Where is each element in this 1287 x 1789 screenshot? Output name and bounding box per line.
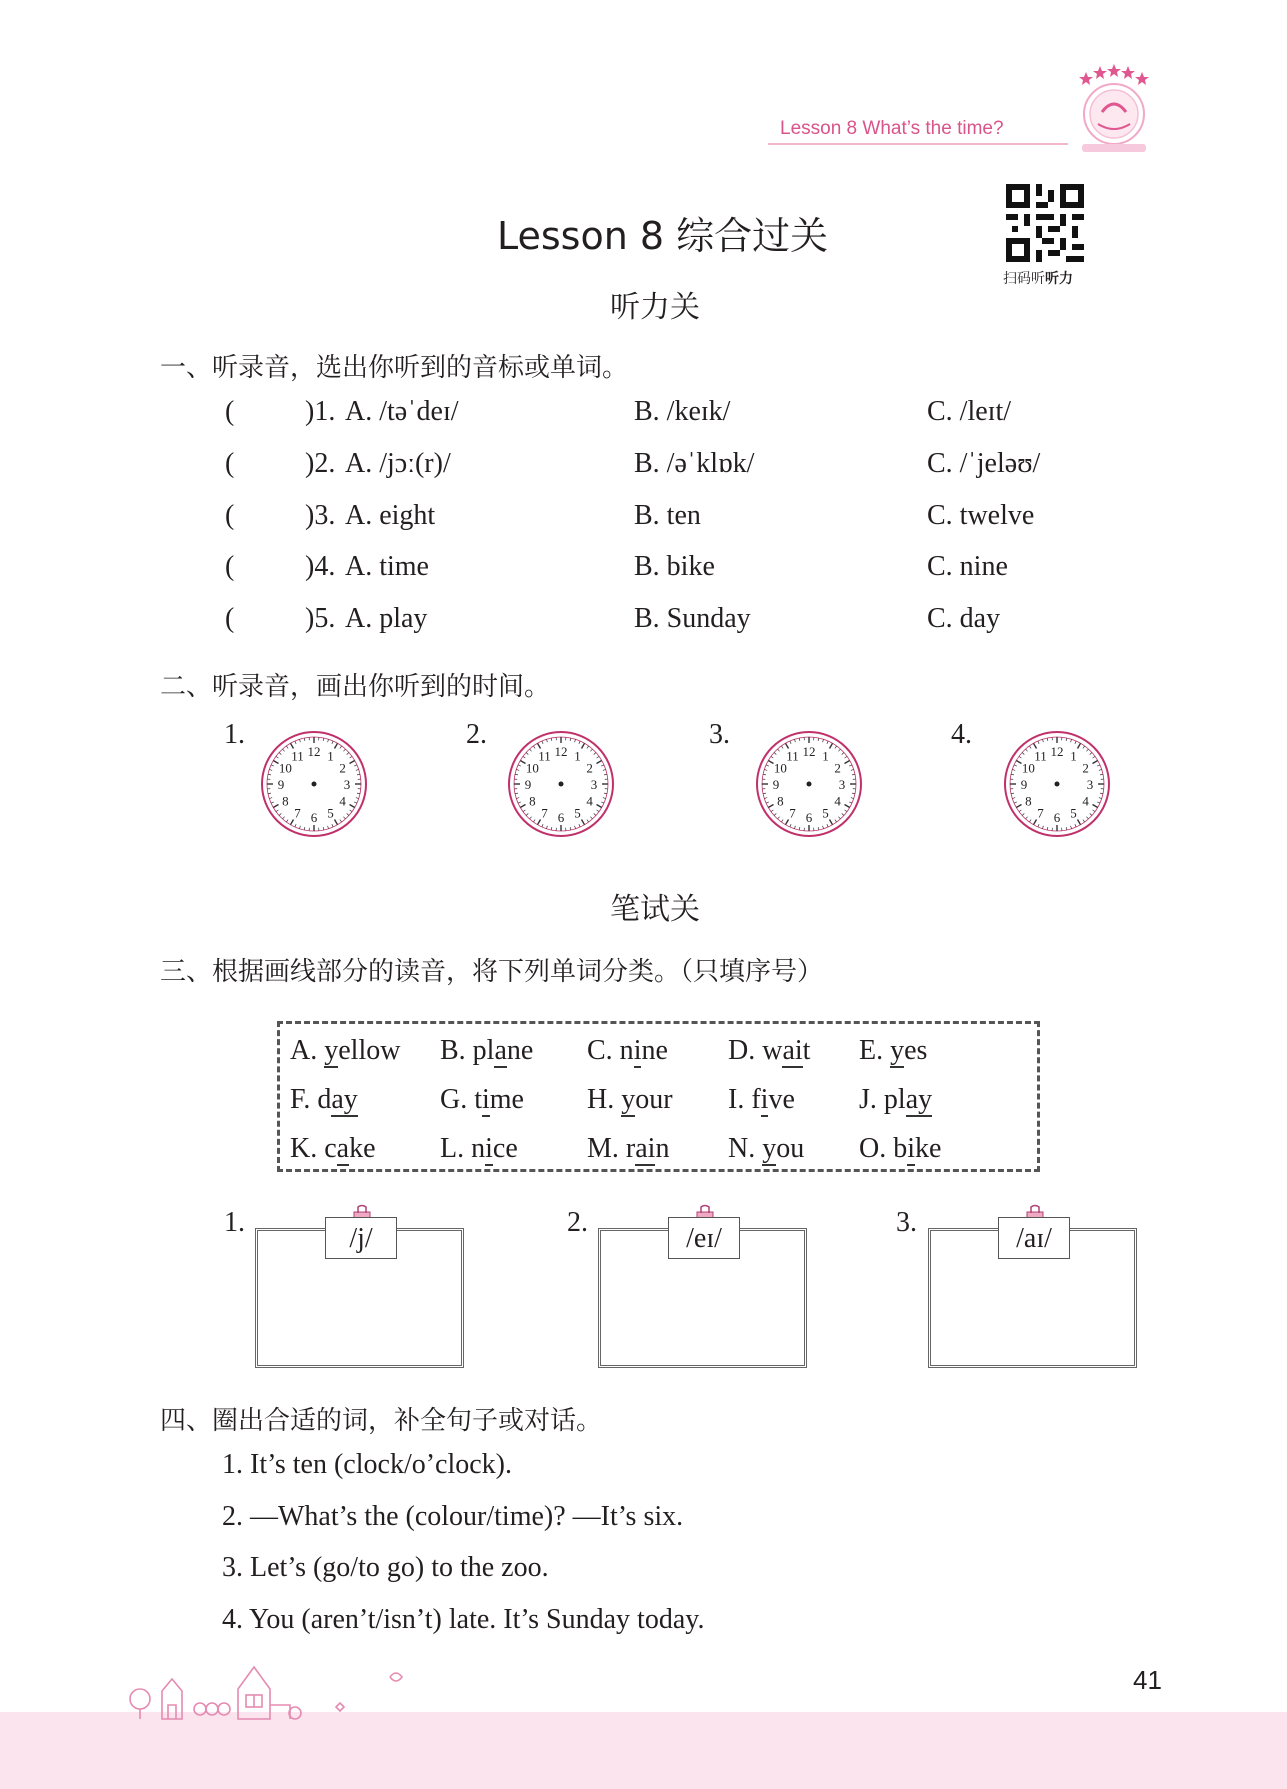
option-c: C. day — [927, 603, 1001, 634]
word-prefix: F. d — [290, 1084, 332, 1115]
clock-hour-label: 2 — [339, 760, 346, 776]
clock-hour-label: 9 — [277, 777, 285, 792]
phoneme-label: /j/ — [325, 1217, 397, 1259]
word-prefix: I. f — [728, 1084, 761, 1115]
part4-heading: 四、圈出合适的词，补全句子或对话。 — [160, 1406, 603, 1436]
word-suffix: ke — [349, 1133, 376, 1164]
castle-doodle-icon — [120, 1655, 420, 1721]
clock-hour-label: 3 — [590, 777, 598, 792]
clock-hour-label: 11 — [538, 748, 551, 764]
option-c: C. /ˈjeləʊ/ — [927, 448, 1041, 479]
clock-number: 2. — [466, 719, 487, 750]
clock-hour-label: 8 — [282, 793, 289, 809]
option-b: B. Sunday — [634, 603, 751, 634]
word-bank-item — [728, 1133, 804, 1165]
item-number: )5. — [305, 603, 336, 634]
listening-item — [225, 396, 1125, 440]
page-title: Lesson 8 综合过关 — [497, 214, 829, 258]
clock-hour-label: 4 — [1082, 793, 1089, 809]
clock-face-icon[interactable] — [506, 729, 616, 839]
clock-face-icon[interactable] — [259, 729, 369, 839]
word-suffix: ne — [641, 1035, 668, 1066]
word-suffix: ellow — [338, 1035, 401, 1066]
clock-hour-label: 11 — [291, 748, 304, 764]
option-b: B. /əˈklɒk/ — [634, 448, 755, 479]
clock-hour-label: 5 — [574, 805, 581, 821]
clock-hour-label: 6 — [557, 810, 565, 825]
item-number: )2. — [305, 448, 336, 479]
word-prefix: D. w — [728, 1035, 783, 1066]
clock-face-icon[interactable] — [1002, 729, 1112, 839]
underlined-letters: i — [760, 1084, 769, 1115]
underlined-letters: i — [907, 1133, 916, 1164]
word-bank-item — [859, 1035, 927, 1067]
clock-hour-label: 2 — [586, 760, 593, 776]
word-suffix: me — [489, 1084, 524, 1115]
answer-paren[interactable]: ( — [225, 603, 235, 634]
word-bank-item — [440, 1035, 533, 1067]
clock-hour-label: 9 — [524, 777, 532, 792]
clock-hour-label: 2 — [1082, 760, 1089, 776]
word-suffix: ou — [776, 1133, 805, 1164]
underlined-letters: y — [621, 1084, 636, 1115]
underlined-letters: ai — [635, 1133, 656, 1164]
box-number: 2. — [567, 1207, 588, 1238]
sentence[interactable]: 1. It’s ten (clock/o’clock). — [222, 1449, 513, 1480]
clock-hour-label: 7 — [789, 805, 796, 821]
option-a: A. /jɔː(r)/ — [345, 448, 451, 479]
clock-hour-label: 9 — [772, 777, 780, 792]
qr-caption — [1003, 268, 1073, 288]
clock-hour-label: 12 — [307, 744, 321, 759]
word-prefix: B. pl — [440, 1035, 495, 1066]
sentence[interactable]: 4. You (aren’t/isn’t) late. It’s Sunday today. — [222, 1604, 705, 1635]
underlined-letters: ay — [331, 1084, 358, 1115]
option-a: A. eight — [345, 500, 436, 531]
clock-hour-label: 5 — [1070, 805, 1077, 821]
word-prefix: N. — [728, 1133, 763, 1164]
clock-hour-label: 1 — [822, 748, 829, 764]
clock-face-icon[interactable] — [754, 729, 864, 839]
clock-hour-label: 8 — [777, 793, 784, 809]
underlined-letters: y — [890, 1035, 905, 1066]
word-prefix: K. c — [290, 1133, 337, 1164]
listening-item — [225, 551, 1125, 595]
answer-paren[interactable]: ( — [225, 396, 235, 427]
word-bank-item — [859, 1084, 932, 1116]
clock-hour-label: 12 — [554, 744, 568, 759]
listening-item — [225, 603, 1125, 647]
clock-hour-label: 4 — [586, 793, 593, 809]
option-c: C. /leɪt/ — [927, 396, 1011, 427]
clock-hour-label: 6 — [310, 810, 318, 825]
qr-caption-bold: 听力 — [1045, 271, 1073, 287]
phoneme-label: /eɪ/ — [668, 1217, 740, 1259]
clock-hour-label: 8 — [529, 793, 536, 809]
answer-paren[interactable]: ( — [225, 448, 235, 479]
word-bank-item — [290, 1133, 376, 1165]
word-prefix: J. pl — [859, 1084, 906, 1115]
word-prefix: C. n — [587, 1035, 634, 1066]
qr-caption-plain: 扫码听 — [1003, 271, 1045, 287]
word-bank-item — [587, 1133, 669, 1165]
word-suffix: es — [904, 1035, 928, 1066]
item-number: )4. — [305, 551, 336, 582]
word-bank-item — [728, 1084, 795, 1116]
word-bank-item — [587, 1035, 668, 1067]
word-prefix: E. — [859, 1035, 891, 1066]
clock-hour-label: 4 — [834, 793, 841, 809]
word-bank-item — [587, 1084, 673, 1116]
option-c: C. twelve — [927, 500, 1035, 531]
qr-code-icon — [1006, 184, 1084, 262]
clock-hour-label: 3 — [1086, 777, 1094, 792]
option-a: A. /təˈdeɪ/ — [345, 396, 459, 427]
phoneme-label: /aɪ/ — [998, 1217, 1070, 1259]
word-bank-item — [728, 1035, 810, 1067]
word-suffix: ne — [506, 1035, 534, 1066]
answer-paren[interactable]: ( — [225, 551, 235, 582]
clock-hour-label: 6 — [1053, 810, 1061, 825]
option-a: A. play — [345, 603, 428, 634]
clock-hour-label: 10 — [525, 760, 539, 776]
clock-hour-label: 9 — [1020, 777, 1028, 792]
sentence[interactable]: 2. —What’s the (colour/time)? —It’s six. — [222, 1501, 684, 1532]
word-prefix: A. — [290, 1035, 325, 1066]
item-number: )3. — [305, 500, 336, 531]
underlined-letters: i — [633, 1035, 642, 1066]
clock-hour-label: 10 — [278, 760, 292, 776]
header-rule — [768, 143, 1068, 145]
underlined-letters: y — [324, 1035, 339, 1066]
word-bank-item — [859, 1133, 941, 1165]
clock-number: 4. — [951, 719, 972, 750]
underlined-letters: ai — [782, 1035, 803, 1066]
clock-hour-label: 11 — [786, 748, 799, 764]
part1-heading: 一、听录音，选出你听到的音标或单词。 — [160, 353, 629, 383]
clock-hour-label: 8 — [1025, 793, 1032, 809]
sentence[interactable]: 3. Let’s (go/to go) to the zoo. — [222, 1552, 549, 1583]
listening-section-title: 听力关 — [610, 290, 700, 325]
word-suffix: ve — [768, 1084, 795, 1115]
word-suffix: ke — [915, 1133, 942, 1164]
clock-hour-label: 3 — [343, 777, 351, 792]
word-prefix: O. b — [859, 1133, 908, 1164]
part3-heading: 三、根据画线部分的读音，将下列单词分类。（只填序号） — [160, 957, 824, 987]
writing-section-title: 笔试关 — [610, 892, 700, 927]
clock-hour-label: 3 — [838, 777, 846, 792]
clock-hour-label: 7 — [541, 805, 548, 821]
word-bank-item — [290, 1035, 400, 1067]
word-suffix: our — [635, 1084, 673, 1115]
clock-number: 3. — [709, 719, 730, 750]
word-suffix: n — [655, 1133, 670, 1164]
option-b: B. /keɪk/ — [634, 396, 731, 427]
clock-hour-label: 5 — [822, 805, 829, 821]
clock-hour-label: 5 — [327, 805, 334, 821]
underlined-letters: a — [494, 1035, 507, 1066]
clock-hour-label: 1 — [327, 748, 334, 764]
word-prefix: M. r — [587, 1133, 636, 1164]
clock-hour-label: 1 — [1070, 748, 1077, 764]
underlined-letters: y — [762, 1133, 777, 1164]
word-prefix: G. t — [440, 1084, 482, 1115]
clock-hour-label: 1 — [574, 748, 581, 764]
listening-item — [225, 500, 1125, 544]
clock-hour-label: 12 — [1050, 744, 1064, 759]
clock-hour-label: 4 — [339, 793, 346, 809]
word-prefix: L. n — [440, 1133, 486, 1164]
word-bank-item — [440, 1084, 524, 1116]
footer-band — [0, 1712, 1287, 1789]
clock-hour-label: 12 — [802, 744, 816, 759]
option-c: C. nine — [927, 551, 1008, 582]
clock-number: 1. — [224, 719, 245, 750]
word-bank-item — [290, 1084, 358, 1116]
underlined-letters: i — [482, 1084, 490, 1115]
clock-hour-label: 2 — [834, 760, 841, 776]
clock-hour-label: 6 — [805, 810, 813, 825]
item-number: )1. — [305, 396, 336, 427]
part2-heading: 二、听录音，画出你听到的时间。 — [160, 672, 551, 702]
option-a: A. time — [345, 551, 429, 582]
underlined-letters: a — [336, 1133, 350, 1164]
word-bank — [277, 1021, 1040, 1172]
option-b: B. ten — [634, 500, 701, 531]
word-prefix: H. — [587, 1084, 622, 1115]
listening-item — [225, 448, 1125, 492]
page-number: 41 — [1133, 1665, 1162, 1695]
clock-hour-label: 10 — [1021, 760, 1035, 776]
running-head: Lesson 8 What’s the time? — [780, 118, 1004, 139]
answer-paren[interactable]: ( — [225, 500, 235, 531]
box-number: 3. — [896, 1207, 917, 1238]
box-number: 1. — [224, 1207, 245, 1238]
word-suffix: t — [802, 1035, 811, 1066]
underlined-letters: i — [485, 1133, 493, 1164]
underlined-letters: ay — [905, 1084, 933, 1115]
clock-hour-label: 11 — [1034, 748, 1047, 764]
word-bank-item — [440, 1133, 518, 1165]
word-suffix: ce — [492, 1133, 518, 1164]
clock-hour-label: 7 — [294, 805, 301, 821]
option-b: B. bike — [634, 551, 715, 582]
clock-hour-label: 10 — [773, 760, 787, 776]
clock-hour-label: 7 — [1037, 805, 1044, 821]
star-crown-badge-icon — [1072, 62, 1156, 158]
